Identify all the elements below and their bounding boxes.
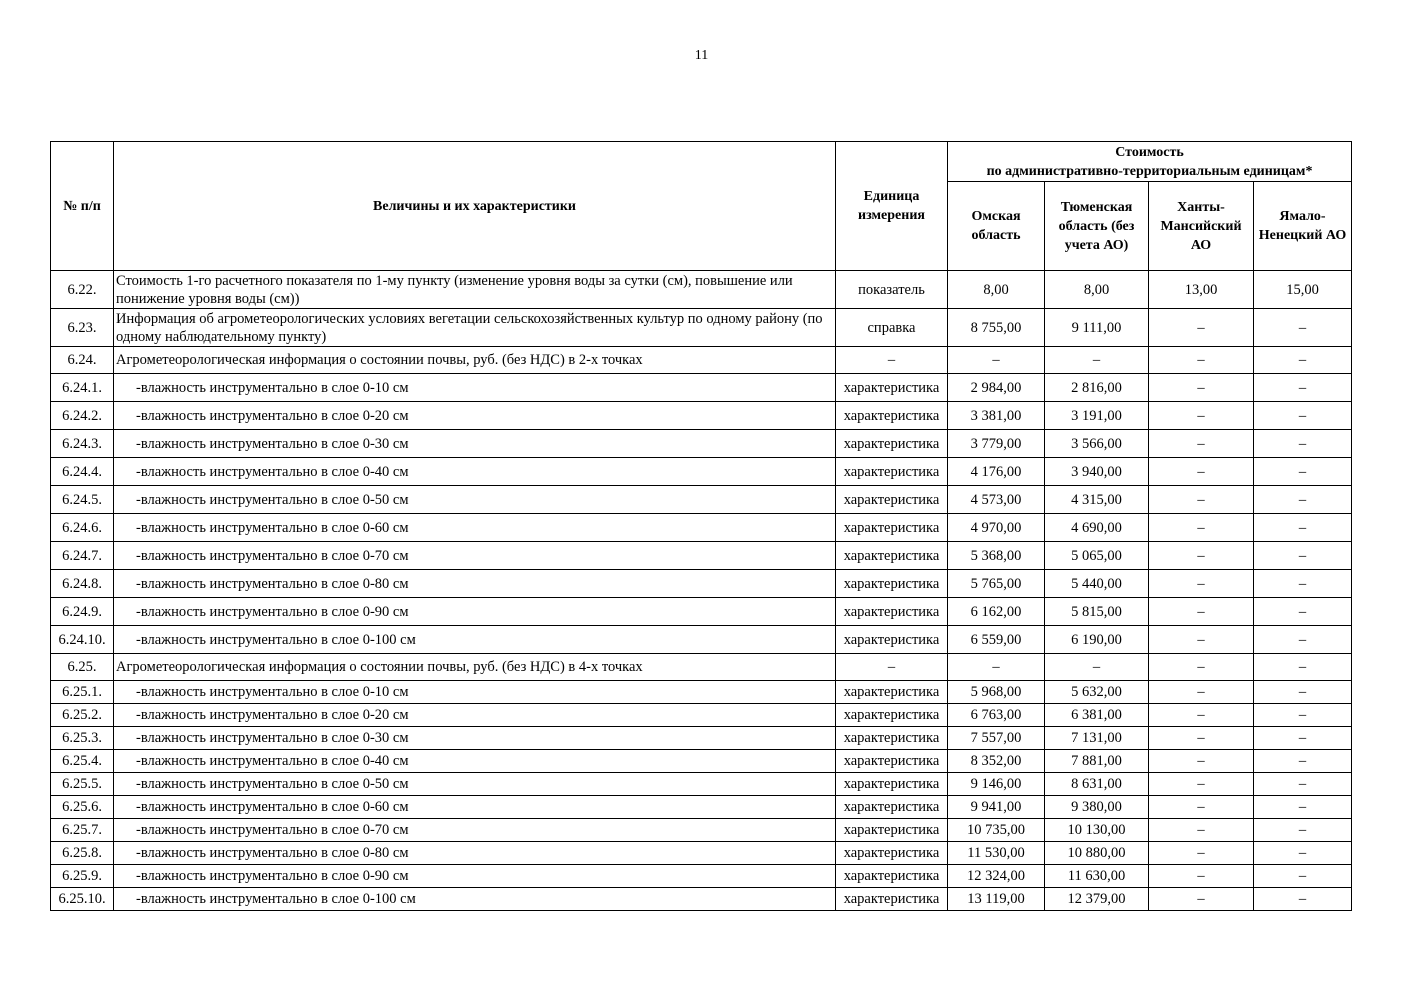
row-unit: характеристика (836, 570, 948, 598)
table-row (51, 430, 1352, 458)
row-omsk: 10 735,00 (948, 819, 1045, 842)
row-tyumen: – (1045, 654, 1149, 681)
row-khmao: – (1149, 773, 1254, 796)
row-omsk: 5 968,00 (948, 681, 1045, 704)
header-unit-line1: Единица (863, 189, 920, 204)
row-khmao: – (1149, 865, 1254, 888)
row-desc: -влажность инструментально в слое 0-50 см (114, 486, 836, 514)
price-table (50, 141, 1352, 911)
row-unit: характеристика (836, 458, 948, 486)
row-num: 6.25.1. (51, 681, 114, 704)
row-unit: характеристика (836, 750, 948, 773)
row-num: 6.22. (51, 271, 114, 309)
row-num: 6.24.7. (51, 542, 114, 570)
row-khmao: – (1149, 374, 1254, 402)
row-omsk: 5 368,00 (948, 542, 1045, 570)
row-tyumen: 3 566,00 (1045, 430, 1149, 458)
row-tyumen: 3 940,00 (1045, 458, 1149, 486)
row-desc: -влажность инструментально в слое 0-40 см (114, 458, 836, 486)
row-khmao: – (1149, 598, 1254, 626)
row-unit: характеристика (836, 727, 948, 750)
row-desc: -влажность инструментально в слое 0-100 см (114, 888, 836, 911)
row-tyumen: 6 381,00 (1045, 704, 1149, 727)
header-unit-line2: измерения (858, 208, 925, 223)
row-khmao: 13,00 (1149, 271, 1254, 309)
table-row (51, 309, 1352, 347)
table-header (51, 142, 1352, 271)
row-omsk: 3 381,00 (948, 402, 1045, 430)
row-tyumen: 7 131,00 (1045, 727, 1149, 750)
row-yanao: – (1254, 773, 1352, 796)
row-yanao: – (1254, 727, 1352, 750)
row-yanao: – (1254, 347, 1352, 374)
header-desc: Величины и их характеристики (114, 142, 836, 271)
table-row (51, 347, 1352, 374)
row-tyumen: 9 380,00 (1045, 796, 1149, 819)
row-yanao: 15,00 (1254, 271, 1352, 309)
row-num: 6.24.10. (51, 626, 114, 654)
row-yanao: – (1254, 598, 1352, 626)
row-tyumen: 5 065,00 (1045, 542, 1149, 570)
table-row (51, 704, 1352, 727)
row-omsk: – (948, 347, 1045, 374)
table-row (51, 888, 1352, 911)
row-num: 6.24.5. (51, 486, 114, 514)
row-khmao: – (1149, 347, 1254, 374)
row-khmao: – (1149, 458, 1254, 486)
row-yanao: – (1254, 570, 1352, 598)
row-khmao: – (1149, 654, 1254, 681)
row-tyumen: 5 440,00 (1045, 570, 1149, 598)
row-num: 6.24.8. (51, 570, 114, 598)
row-omsk: 5 765,00 (948, 570, 1045, 598)
row-khmao: – (1149, 681, 1254, 704)
row-desc: -влажность инструментально в слое 0-90 см (114, 598, 836, 626)
row-khmao: – (1149, 309, 1254, 347)
row-yanao: – (1254, 750, 1352, 773)
row-tyumen: – (1045, 347, 1149, 374)
row-desc: -влажность инструментально в слое 0-100 см (114, 626, 836, 654)
row-unit: характеристика (836, 704, 948, 727)
row-num: 6.25.7. (51, 819, 114, 842)
table-row (51, 727, 1352, 750)
row-khmao: – (1149, 626, 1254, 654)
row-khmao: – (1149, 514, 1254, 542)
page-number: 11 (694, 48, 709, 63)
row-yanao: – (1254, 486, 1352, 514)
row-unit: характеристика (836, 888, 948, 911)
row-desc: -влажность инструментально в слое 0-10 см (114, 374, 836, 402)
row-num: 6.25.4. (51, 750, 114, 773)
row-unit: характеристика (836, 626, 948, 654)
row-num: 6.24.2. (51, 402, 114, 430)
row-omsk: 6 162,00 (948, 598, 1045, 626)
row-tyumen: 10 130,00 (1045, 819, 1149, 842)
row-num: 6.23. (51, 309, 114, 347)
header-khmao: Ханты-Мансийский АО (1149, 182, 1254, 271)
row-yanao: – (1254, 654, 1352, 681)
row-tyumen: 5 632,00 (1045, 681, 1149, 704)
header-omsk: Омская область (948, 182, 1045, 271)
header-unit (836, 142, 948, 271)
row-omsk: 8,00 (948, 271, 1045, 309)
row-desc: -влажность инструментально в слое 0-20 см (114, 704, 836, 727)
table-body (51, 271, 1352, 911)
row-num: 6.25. (51, 654, 114, 681)
row-num: 6.24.9. (51, 598, 114, 626)
row-unit: характеристика (836, 486, 948, 514)
row-tyumen: 8,00 (1045, 271, 1149, 309)
row-yanao: – (1254, 865, 1352, 888)
table-row (51, 402, 1352, 430)
row-desc: Информация об агрометеорологических условиях вегетации сельскохозяйственных культур по одному району (по одному наблюдательному пункту) (114, 309, 836, 347)
row-num: 6.24.6. (51, 514, 114, 542)
row-unit: характеристика (836, 681, 948, 704)
row-num: 6.25.10. (51, 888, 114, 911)
header-cost (948, 142, 1352, 182)
header-tyumen: Тюменская область (без учета АО) (1045, 182, 1149, 271)
header-cost-line1: Стоимость (1115, 144, 1184, 160)
header-cost-line2: по административно-территориальным единицам* (986, 163, 1313, 179)
row-tyumen: 4 690,00 (1045, 514, 1149, 542)
row-tyumen: 9 111,00 (1045, 309, 1149, 347)
row-yanao: – (1254, 704, 1352, 727)
row-khmao: – (1149, 750, 1254, 773)
header-yanao: Ямало-Ненецкий АО (1254, 182, 1352, 271)
row-desc: Стоимость 1-го расчетного показателя по 1-му пункту (изменение уровня воды за сутки (см), повышение или понижение уровня воды (см)) (114, 271, 836, 309)
row-tyumen: 4 315,00 (1045, 486, 1149, 514)
row-yanao: – (1254, 374, 1352, 402)
row-yanao: – (1254, 819, 1352, 842)
table-row (51, 486, 1352, 514)
row-unit: характеристика (836, 430, 948, 458)
row-khmao: – (1149, 570, 1254, 598)
row-tyumen: 12 379,00 (1045, 888, 1149, 911)
row-unit: характеристика (836, 598, 948, 626)
row-desc: -влажность инструментально в слое 0-80 см (114, 842, 836, 865)
table-row (51, 865, 1352, 888)
row-tyumen: 2 816,00 (1045, 374, 1149, 402)
row-omsk: 6 559,00 (948, 626, 1045, 654)
table-row (51, 598, 1352, 626)
row-khmao: – (1149, 486, 1254, 514)
row-khmao: – (1149, 704, 1254, 727)
row-num: 6.24.4. (51, 458, 114, 486)
row-yanao: – (1254, 514, 1352, 542)
table-row (51, 570, 1352, 598)
row-omsk: 4 176,00 (948, 458, 1045, 486)
table-row (51, 542, 1352, 570)
row-unit: – (836, 347, 948, 374)
row-desc: -влажность инструментально в слое 0-50 см (114, 773, 836, 796)
row-num: 6.25.3. (51, 727, 114, 750)
row-khmao: – (1149, 888, 1254, 911)
row-omsk: 9 146,00 (948, 773, 1045, 796)
row-tyumen: 5 815,00 (1045, 598, 1149, 626)
row-tyumen: 10 880,00 (1045, 842, 1149, 865)
row-yanao: – (1254, 888, 1352, 911)
table-row (51, 514, 1352, 542)
row-num: 6.25.9. (51, 865, 114, 888)
table-row (51, 271, 1352, 309)
row-omsk: 13 119,00 (948, 888, 1045, 911)
row-tyumen: 6 190,00 (1045, 626, 1149, 654)
row-unit: характеристика (836, 402, 948, 430)
row-yanao: – (1254, 842, 1352, 865)
row-omsk: 8 755,00 (948, 309, 1045, 347)
row-desc: -влажность инструментально в слое 0-30 см (114, 430, 836, 458)
row-unit: характеристика (836, 514, 948, 542)
row-yanao: – (1254, 796, 1352, 819)
row-desc: -влажность инструментально в слое 0-60 см (114, 514, 836, 542)
row-desc: -влажность инструментально в слое 0-40 см (114, 750, 836, 773)
row-unit: показатель (836, 271, 948, 309)
row-desc: Агрометеорологическая информация о состоянии почвы, руб. (без НДС) в 2-х точках (114, 347, 836, 374)
row-desc: -влажность инструментально в слое 0-30 см (114, 727, 836, 750)
row-unit: характеристика (836, 819, 948, 842)
row-num: 6.24. (51, 347, 114, 374)
row-unit: характеристика (836, 542, 948, 570)
row-khmao: – (1149, 402, 1254, 430)
table-row (51, 842, 1352, 865)
row-num: 6.24.3. (51, 430, 114, 458)
table-row (51, 654, 1352, 681)
row-desc: Агрометеорологическая информация о состоянии почвы, руб. (без НДС) в 4-х точках (114, 654, 836, 681)
row-num: 6.25.6. (51, 796, 114, 819)
row-omsk: 12 324,00 (948, 865, 1045, 888)
row-yanao: – (1254, 681, 1352, 704)
row-desc: -влажность инструментально в слое 0-60 см (114, 796, 836, 819)
row-desc: -влажность инструментально в слое 0-20 см (114, 402, 836, 430)
row-tyumen: 7 881,00 (1045, 750, 1149, 773)
row-desc: -влажность инструментально в слое 0-70 см (114, 542, 836, 570)
row-num: 6.25.8. (51, 842, 114, 865)
row-tyumen: 8 631,00 (1045, 773, 1149, 796)
table-row (51, 796, 1352, 819)
row-tyumen: 3 191,00 (1045, 402, 1149, 430)
row-yanao: – (1254, 626, 1352, 654)
row-unit: характеристика (836, 773, 948, 796)
table-row (51, 773, 1352, 796)
table-row (51, 374, 1352, 402)
row-khmao: – (1149, 819, 1254, 842)
row-tyumen: 11 630,00 (1045, 865, 1149, 888)
row-unit: справка (836, 309, 948, 347)
row-omsk: 6 763,00 (948, 704, 1045, 727)
row-omsk: 4 970,00 (948, 514, 1045, 542)
row-yanao: – (1254, 430, 1352, 458)
row-omsk: 9 941,00 (948, 796, 1045, 819)
row-khmao: – (1149, 842, 1254, 865)
table-row (51, 458, 1352, 486)
row-omsk: 4 573,00 (948, 486, 1045, 514)
row-khmao: – (1149, 727, 1254, 750)
row-omsk: – (948, 654, 1045, 681)
row-yanao: – (1254, 542, 1352, 570)
row-unit: характеристика (836, 374, 948, 402)
row-omsk: 8 352,00 (948, 750, 1045, 773)
row-desc: -влажность инструментально в слое 0-80 см (114, 570, 836, 598)
row-unit: характеристика (836, 842, 948, 865)
table-row (51, 626, 1352, 654)
row-khmao: – (1149, 430, 1254, 458)
row-yanao: – (1254, 309, 1352, 347)
row-omsk: 11 530,00 (948, 842, 1045, 865)
row-desc: -влажность инструментально в слое 0-90 см (114, 865, 836, 888)
row-khmao: – (1149, 796, 1254, 819)
header-num: № п/п (51, 142, 114, 271)
row-unit: характеристика (836, 796, 948, 819)
table-row (51, 681, 1352, 704)
row-yanao: – (1254, 402, 1352, 430)
row-omsk: 3 779,00 (948, 430, 1045, 458)
row-desc: -влажность инструментально в слое 0-10 см (114, 681, 836, 704)
row-unit: – (836, 654, 948, 681)
row-desc: -влажность инструментально в слое 0-70 см (114, 819, 836, 842)
table-row (51, 819, 1352, 842)
row-num: 6.24.1. (51, 374, 114, 402)
row-unit: характеристика (836, 865, 948, 888)
row-yanao: – (1254, 458, 1352, 486)
row-num: 6.25.2. (51, 704, 114, 727)
row-omsk: 7 557,00 (948, 727, 1045, 750)
row-omsk: 2 984,00 (948, 374, 1045, 402)
row-khmao: – (1149, 542, 1254, 570)
row-num: 6.25.5. (51, 773, 114, 796)
table-row (51, 750, 1352, 773)
